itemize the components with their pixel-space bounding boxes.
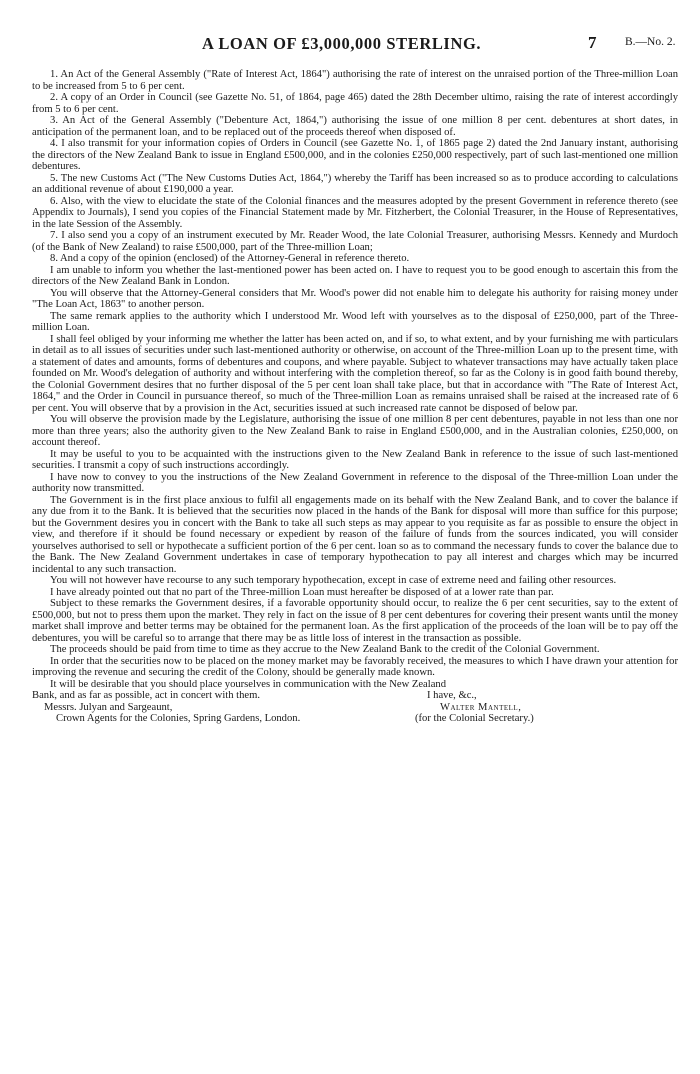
letter-closing [32,679,678,725]
letter-body [32,69,678,725]
page-number: 7 [588,33,597,52]
paragraph: It may be useful to you to be acquainted with the instructions given to the New Zealand Bank in reference to the issue of such last-mentioned securities. I transmit a copy of such instructions accordingly. [32,448,678,471]
paragraph: The same remark applies to the authority which I understood Mr. Wood left with yourselves as to the disposal of £250,000, part of the Three-million Loan. [32,310,678,333]
paragraph: 2. A copy of an Order in Council (see Gazette No. 51, of 1864, page 465) dated the 28th December ultimo, raising the rate of interest accordingly from 5 to 6 per cent. [32,92,678,115]
paragraph: Subject to these remarks the Government desires, if a favorable opportunity should occur, to realize the 6 per cent securities, say to the extent of £500,000, but not to press them upon the market. They rely in fact on the issue of 8 per cent debentures for covering their present wants until the money market shall improve and better terms may be obtained for the permanent loan. As the first application of the proceeds of the loan will be to pay off the debentures, you will be careful so to arrange that there may be as little loss of interest in the transaction as possible. [32,598,678,644]
document-reference: B.—No. 2. [625,36,676,48]
paragraph: 1. An Act of the General Assembly ("Rate of Interest Act, 1864") authorising the rate of interest on the unraised portion of the Three-million Loan to be increased from 5 to 6 per cent. [32,69,678,92]
paragraph: I am unable to inform you whether the last-mentioned power has been acted on. I have to request you to be good enough to ascertain this from the directors of the New Zealand Bank in London. [32,264,678,287]
page-title: A LOAN OF £3,000,000 STERLING. [202,34,482,53]
paragraph: 6. Also, with the view to elucidate the state of the Colonial finances and the measures adopted by the present Government in reference thereto (see Appendix to Journals), I send you copies of the Financial Statement made by Mr. Fitzherbert, the Colonial Treasurer, in the House of Representatives, in the late Session of the Assembly. [32,195,678,230]
signature-title: (for the Colonial Secretary.) [415,713,534,724]
paragraph: 5. The new Customs Act ("The New Customs Duties Act, 1864,") whereby the Tariff has been increased so as to produce according to calculations an additional revenue of about £190,000 a year. [32,172,678,195]
signature: Walter Mantell, [440,701,522,713]
paragraph: You will observe that the Attorney-General considers that Mr. Wood's power did not enable him to delegate his authority for raising money under "The Loan Act, 1863" to another person. [32,287,678,310]
page-header [30,34,685,56]
signoff: I have, &c., [427,690,477,701]
closing-line: Bank, and as far as possible, act in concert with them. [32,690,260,701]
paragraph: 7. I also send you a copy of an instrument executed by Mr. Reader Wood, the late Colonial Treasurer, authorising Messrs. Kennedy and Murdoch (of the Bank of New Zealand) to raise £500,000, part of the Three-million Loan; [32,230,678,253]
paragraph: In order that the securities now to be placed on the money market may be favorably received, the measures to which I have drawn your attention for improving the revenue and securing the credit of the Colony, should be generally made known. [32,655,678,678]
addressee-title: Crown Agents for the Colonies, Spring Gardens, London. [56,713,301,724]
paragraph: The proceeds should be paid from time to time as they accrue to the New Zealand Bank to the credit of the Colonial Government. [50,644,600,655]
addressee: Messrs. Julyan and Sargeaunt, [44,701,173,713]
paragraph: I have already pointed out that no part of the Three-million Loan must hereafter be disposed of at a lower rate than par. [50,586,554,598]
paragraph: I have now to convey to you the instructions of the New Zealand Government in reference to the disposal of the Three-million Loan under the authority now transmitted. [32,471,678,494]
paragraph: 3. An Act of the General Assembly ("Debenture Act, 1864,") authorising the issue of one million 8 per cent. debentures at short dates, in anticipation of the permanent loan, and to be replaced out of the proceeds thereof when disposed of. [32,115,678,138]
paragraph: You will observe the provision made by the Legislature, authorising the issue of one million 8 per cent debentures, payable in not less than one nor more than three years; also the authority given to the New Zealand Bank to raise in England £500,000, and in the Australian colonies, £250,000, on account thereof. [32,414,678,448]
paragraph: The Government is in the first place anxious to fulfil all engagements made on its behalf with the New Zealand Bank, and to cover the balance if any due from it to the Bank. It is believed that the securities now placed in the hands of the Bank for disposal will more than suffice for this purpose; but the Government desires you in concert with the Bank to take all such steps as may appear to you requisite as far as possible to ensure the object in view, and therefore if it should be found necessary or expedient by reason of the failure of funds from the sources indicated, you will consider yourselves authorised to sell or hypothecate a sufficient portion of the 6 per cent. loan so as to command the necessary funds to cover the balance due to the Bank. The New Zealand Government undertakes in case of temporary hypothecation to pay all interest and charges which may be incurred incidental to any such transaction. [32,494,678,575]
paragraph: I shall feel obliged by your informing me whether the latter has been acted on, and if so, to what extent, and by your furnishing me with particulars in detail as to all issues of securities under such last-mentioned authority or otherwise, on account of the Three-million Loan up to the present time, with a statement of dates and amounts, forms of debentures and coupons, and where payable. Subject to whatever transactions may have actually taken place founded on Mr. Wood's delegation of authority and without interfering with the completion thereof, so far as the Colony is in good faith bound thereby, the Colonial Government desires that no further disposal of the 5 per cent loan shall take place, but that in accordance with "The Rate of Interest Act, 1864," and the Order in Council in pursuance thereof, so much of the Three-million Loan as remains unraised shall be raised at the increased rate of 6 per cent. You will observe that by a provision in the Act, securities issued at such increased rate cannot be disposed of below par. [32,333,678,414]
paragraph: You will not however have recourse to any such temporary hypothecation, except in case of extreme need and failing other resources. [50,575,617,586]
paragraph: 4. I also transmit for your information copies of Orders in Council (see Gazette No. 1, of 1865 page 2) dated the 2nd January instant, authorising the directors of the New Zealand Bank to issue in England £500,000, and in the colonies £250,000 respectively, part of such last-mentioned one million debentures. [32,138,678,172]
paragraph: 8. And a copy of the opinion (enclosed) of the Attorney-General in reference thereto. [50,253,410,264]
closing-line: It will be desirable that you should place yourselves in communication with the New Zealand [50,678,446,690]
